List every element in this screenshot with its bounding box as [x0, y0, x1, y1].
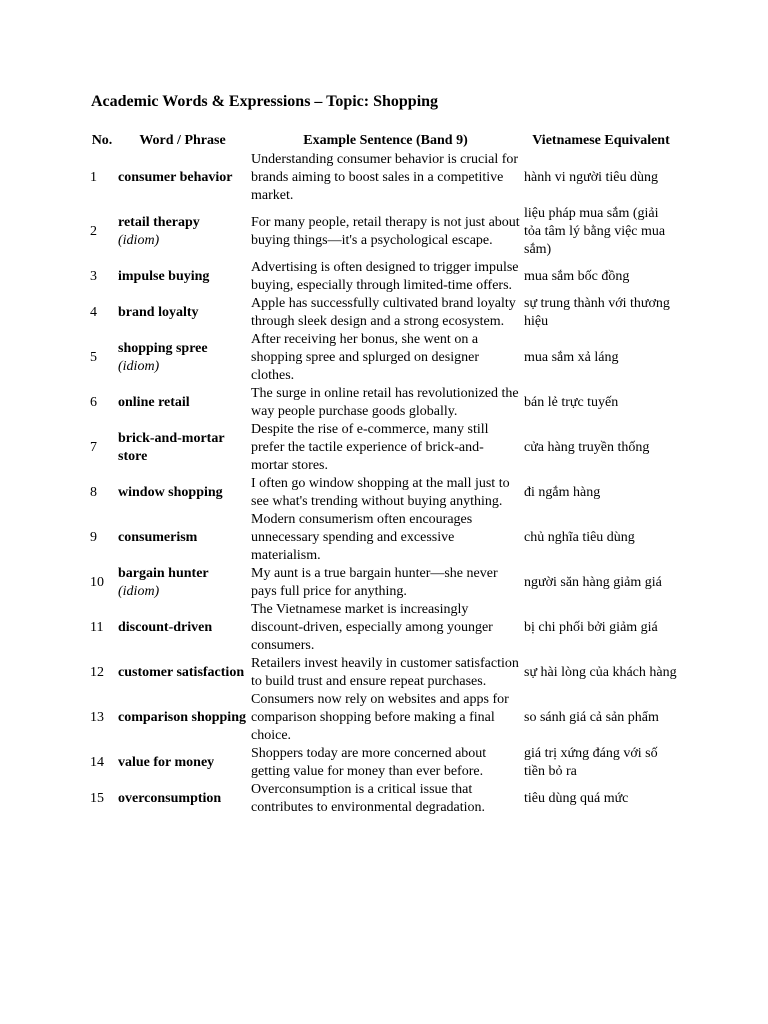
- vietnamese-equivalent: liệu pháp mua sắm (giải tỏa tâm lý bằng việc mua sắm): [524, 206, 666, 257]
- table-row: [88, 295, 680, 331]
- word-phrase: online retail: [118, 395, 190, 410]
- vietnamese-equivalent: sự hài lòng của khách hàng: [524, 665, 677, 680]
- vietnamese-equivalent: người săn hàng giảm giá: [524, 575, 662, 590]
- word-cell: [116, 781, 249, 817]
- word-phrase: customer satisfaction: [118, 665, 245, 680]
- example-sentence: Advertising is often designed to trigger impulse buying, especially through limited-time offers.: [251, 260, 519, 293]
- word-cell: [116, 565, 249, 601]
- row-number: 8: [90, 485, 97, 500]
- header-example: Example Sentence (Band 9): [303, 132, 468, 148]
- table-body: [88, 151, 680, 817]
- word-phrase: bargain hunter: [118, 566, 209, 581]
- example-sentence: Retailers invest heavily in customer satisfaction to build trust and ensure repeat purchases.: [251, 656, 519, 689]
- row-number: 5: [90, 350, 97, 365]
- row-number: 12: [90, 665, 104, 680]
- word-cell: [116, 421, 249, 475]
- row-number: 15: [90, 791, 104, 806]
- example-sentence: After receiving her bonus, she went on a shopping spree and splurged on designer clothes.: [251, 332, 479, 383]
- example-sentence: Despite the rise of e-commerce, many still prefer the tactile experience of brick-and-mortar stores.: [251, 422, 489, 473]
- word-note: (idiom): [118, 359, 160, 374]
- table-row: [88, 205, 680, 259]
- vietnamese-equivalent: cửa hàng truyền thống: [524, 440, 650, 455]
- table-row: [88, 691, 680, 745]
- table-row: [88, 511, 680, 565]
- table-row: [88, 259, 680, 295]
- word-cell: [116, 691, 249, 745]
- word-note: (idiom): [118, 233, 160, 248]
- table-row: [88, 421, 680, 475]
- table-row: [88, 655, 680, 691]
- vietnamese-equivalent: so sánh giá cả sản phẩm: [524, 710, 659, 725]
- word-cell: [116, 295, 249, 331]
- table-row: [88, 151, 680, 205]
- table-row: [88, 565, 680, 601]
- word-phrase: impulse buying: [118, 269, 210, 284]
- row-number: 13: [90, 710, 104, 725]
- table-row: [88, 331, 680, 385]
- vietnamese-equivalent: bị chi phối bởi giảm giá: [524, 620, 658, 635]
- example-sentence: For many people, retail therapy is not just about buying things—it's a psychological escape.: [251, 215, 520, 248]
- word-cell: [116, 745, 249, 781]
- vietnamese-equivalent: tiêu dùng quá mức: [524, 791, 629, 806]
- word-phrase: brand loyalty: [118, 305, 199, 320]
- row-number: 3: [90, 269, 97, 284]
- vocabulary-table: [88, 130, 680, 817]
- table-header-row: [88, 130, 680, 151]
- word-cell: [116, 151, 249, 205]
- vietnamese-equivalent: sự trung thành với thương hiệu: [524, 296, 670, 329]
- row-number: 11: [90, 620, 104, 635]
- example-sentence: Shoppers today are more concerned about getting value for money than ever before.: [251, 746, 487, 779]
- word-phrase: shopping spree: [118, 341, 208, 356]
- example-sentence: The Vietnamese market is increasingly discount-driven, especially among younger consumers.: [251, 602, 493, 653]
- example-sentence: Consumers now rely on websites and apps for comparison shopping before making a final choice.: [251, 692, 509, 743]
- word-phrase: value for money: [118, 755, 215, 770]
- row-number: 1: [90, 170, 97, 185]
- example-sentence: The surge in online retail has revolutionized the way people purchase goods globally.: [251, 386, 519, 419]
- row-number: 10: [90, 575, 104, 590]
- word-phrase: retail therapy: [118, 215, 200, 230]
- vietnamese-equivalent: mua sắm xả láng: [524, 350, 619, 365]
- vietnamese-equivalent: hành vi người tiêu dùng: [524, 170, 658, 185]
- document-title: Academic Words & Expressions – Topic: Shopping: [91, 93, 439, 110]
- word-cell: [116, 511, 249, 565]
- header-vietnamese: Vietnamese Equivalent: [532, 132, 670, 148]
- vietnamese-equivalent: đi ngắm hàng: [524, 485, 601, 500]
- example-sentence: My aunt is a true bargain hunter—she never pays full price for anything.: [251, 566, 498, 599]
- row-number: 7: [90, 440, 97, 455]
- header-word: Word / Phrase: [139, 132, 226, 148]
- example-sentence: Understanding consumer behavior is crucial for brands aiming to boost sales in a competitive market.: [251, 152, 519, 203]
- vietnamese-equivalent: chủ nghĩa tiêu dùng: [524, 530, 635, 545]
- word-cell: [116, 475, 249, 511]
- word-phrase: overconsumption: [118, 791, 222, 806]
- row-number: 6: [90, 395, 97, 410]
- header-no: No.: [91, 132, 113, 148]
- vietnamese-equivalent: mua sắm bốc đồng: [524, 269, 630, 284]
- example-sentence: Overconsumption is a critical issue that contributes to environmental degradation.: [251, 782, 486, 815]
- word-cell: [116, 259, 249, 295]
- word-cell: [116, 205, 249, 259]
- table-row: [88, 385, 680, 421]
- example-sentence: I often go window shopping at the mall just to see what's trending without buying anything.: [251, 476, 510, 509]
- word-phrase: comparison shopping: [118, 710, 246, 725]
- word-cell: [116, 601, 249, 655]
- row-number: 4: [90, 305, 97, 320]
- row-number: 9: [90, 530, 97, 545]
- word-cell: [116, 331, 249, 385]
- word-phrase: consumerism: [118, 530, 198, 545]
- table-row: [88, 475, 680, 511]
- word-phrase: consumer behavior: [118, 170, 233, 185]
- table-row: [88, 745, 680, 781]
- word-note: (idiom): [118, 584, 160, 599]
- example-sentence: Modern consumerism often encourages unnecessary spending and excessive materialism.: [251, 512, 473, 563]
- vietnamese-equivalent: bán lẻ trực tuyến: [524, 395, 619, 410]
- example-sentence: Apple has successfully cultivated brand loyalty through sleek design and a strong ecosystem.: [251, 296, 516, 329]
- word-phrase: brick-and-mortar store: [118, 431, 225, 464]
- table-row: [88, 601, 680, 655]
- word-phrase: window shopping: [118, 485, 223, 500]
- word-phrase: discount-driven: [118, 620, 213, 635]
- word-cell: [116, 385, 249, 421]
- word-cell: [116, 655, 249, 691]
- vietnamese-equivalent: giá trị xứng đáng với số tiền bỏ ra: [524, 746, 658, 779]
- table-row: [88, 781, 680, 817]
- row-number: 2: [90, 224, 97, 239]
- row-number: 14: [90, 755, 104, 770]
